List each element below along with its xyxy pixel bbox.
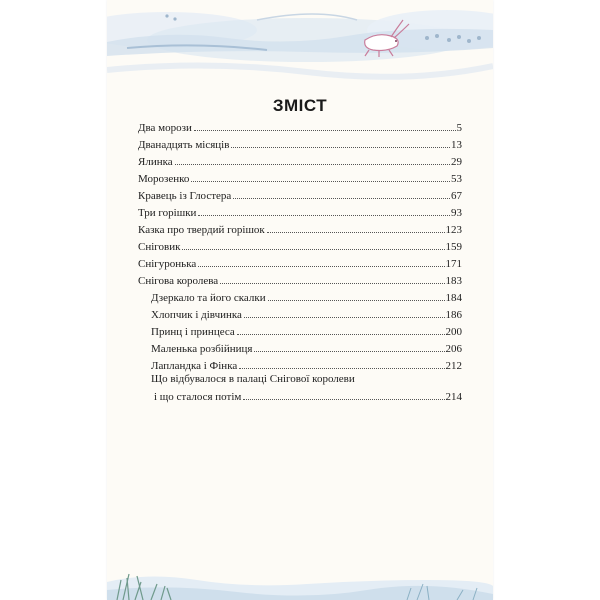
toc-entry-title: Принц і принцеса bbox=[151, 326, 235, 338]
toc-subentry[interactable] bbox=[151, 288, 462, 304]
toc-subentry[interactable] bbox=[151, 322, 462, 338]
toc-entry-page: 123 bbox=[445, 224, 462, 236]
toc-entry[interactable] bbox=[138, 254, 462, 270]
toc-entry[interactable] bbox=[138, 271, 462, 287]
toc-entry-title: Три горішки bbox=[138, 207, 197, 219]
dot-leader bbox=[239, 367, 444, 369]
toc-entry-page: 184 bbox=[445, 292, 462, 304]
toc-entry-title: Два морози bbox=[138, 122, 192, 134]
toc-entry[interactable] bbox=[138, 169, 462, 185]
dot-leader bbox=[198, 214, 450, 216]
book-page bbox=[107, 0, 493, 600]
toc-entry-title: Дзеркало та його скалки bbox=[151, 292, 266, 304]
toc-entry-title: Лапландка і Фінка bbox=[151, 360, 238, 372]
toc-title: ЗМІСТ bbox=[272, 96, 328, 115]
dot-leader bbox=[244, 316, 445, 318]
dot-leader bbox=[237, 333, 445, 335]
toc-entry[interactable] bbox=[138, 220, 462, 236]
toc-entry-line2 bbox=[151, 388, 462, 403]
toc-subentry[interactable] bbox=[151, 373, 462, 403]
toc-entry-page: 206 bbox=[445, 343, 462, 355]
toc-entry-title: Ялинка bbox=[138, 156, 173, 168]
toc-subentry[interactable] bbox=[151, 356, 462, 372]
toc-entry-page: 171 bbox=[445, 258, 462, 270]
toc-entry-page: 67 bbox=[451, 190, 462, 202]
toc-entry[interactable] bbox=[138, 203, 462, 219]
dot-leader bbox=[231, 146, 450, 148]
toc-entry-title: Снігова королева bbox=[138, 275, 219, 287]
dot-leader bbox=[194, 129, 456, 131]
dot-leader bbox=[268, 299, 445, 301]
winter-rabbit-illustration bbox=[107, 0, 493, 85]
dot-leader bbox=[267, 231, 445, 233]
toc-entry[interactable] bbox=[138, 237, 462, 253]
toc-entry-title: Сніговик bbox=[138, 241, 181, 253]
toc-entry-page: 183 bbox=[445, 275, 462, 287]
toc-entry-title: Казка про твердий горішок bbox=[138, 224, 265, 236]
toc-entry[interactable] bbox=[138, 135, 462, 151]
toc-entry-title: Хлопчик і дівчинка bbox=[151, 309, 242, 321]
snowy-grass-illustration bbox=[107, 560, 493, 600]
toc-entry-page: 159 bbox=[445, 241, 462, 253]
toc-entry-page: 186 bbox=[445, 309, 462, 321]
toc-entry[interactable] bbox=[138, 186, 462, 202]
toc-entry-page: 214 bbox=[445, 391, 462, 403]
toc-entry-page: 200 bbox=[445, 326, 462, 338]
toc-entry[interactable] bbox=[138, 152, 462, 168]
toc-entry-page: 29 bbox=[451, 156, 462, 168]
toc-entry-page: 93 bbox=[451, 207, 462, 219]
toc-entry-title: Морозенко bbox=[138, 173, 190, 185]
dot-leader bbox=[254, 350, 444, 352]
toc-entry-title-line2: і що сталося потім bbox=[154, 391, 242, 403]
dot-leader bbox=[243, 398, 444, 400]
dot-leader bbox=[198, 265, 444, 267]
toc-entry-page: 5 bbox=[456, 122, 462, 134]
toc-entry-title: Дванадцять місяців bbox=[138, 139, 230, 151]
toc-entry-title: Кравець із Глостера bbox=[138, 190, 232, 202]
toc-subentry[interactable] bbox=[151, 339, 462, 355]
dot-leader bbox=[175, 163, 450, 165]
dot-leader bbox=[233, 197, 450, 199]
toc-entry-title: Маленька розбійниця bbox=[151, 343, 253, 355]
dot-leader bbox=[182, 248, 444, 250]
toc-entry-page: 53 bbox=[451, 173, 462, 185]
toc-entry-page: 212 bbox=[445, 360, 462, 372]
toc-entry[interactable] bbox=[138, 118, 462, 134]
dot-leader bbox=[220, 282, 444, 284]
toc-entry-title: Снігуронька bbox=[138, 258, 197, 270]
toc-entry-page: 13 bbox=[451, 139, 462, 151]
toc-entry-title-line1: Що відбувалося в палаці Снігової королеви bbox=[151, 373, 355, 385]
toc-subentry[interactable] bbox=[151, 305, 462, 321]
dot-leader bbox=[191, 180, 450, 182]
